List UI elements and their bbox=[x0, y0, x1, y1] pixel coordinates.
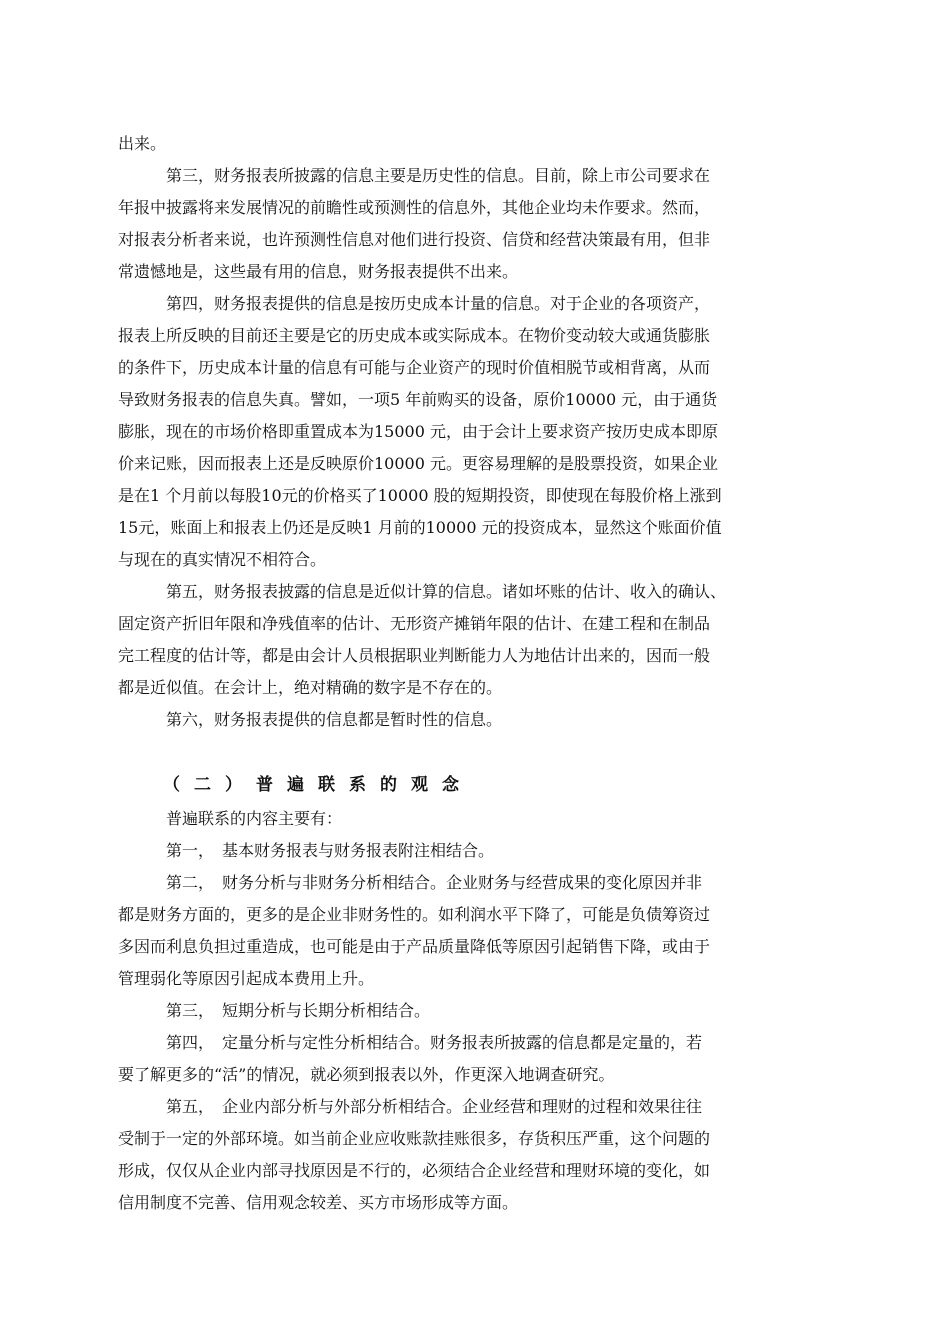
text-line: 要了解更多的“活”的情况，就必须到报表以外，作更深入地调查研究。 bbox=[118, 1065, 615, 1084]
text-line: 第三， 短期分析与长期分析相结合。 bbox=[118, 1001, 431, 1020]
text-line: 第五， 企业内部分析与外部分析相结合。企业经营和理财的过程和效果往往 bbox=[118, 1097, 703, 1116]
text-line: 年报中披露将来发展情况的前瞻性或预测性的信息外，其他企业均未作要求。然而， bbox=[118, 198, 711, 217]
text-line: 形成，仅仅从企业内部寻找原因是不行的，必须结合企业经营和理财环境的变化，如 bbox=[118, 1161, 711, 1180]
text-line: 受制于一定的外部环境。如当前企业应收账款挂账很多，存货积压严重，这个问题的 bbox=[118, 1129, 711, 1148]
text-line: 第二， 财务分析与非财务分析相结合。企业财务与经营成果的变化原因并非 bbox=[118, 873, 703, 892]
text-line: 管理弱化等原因引起成本费用上升。 bbox=[118, 969, 375, 988]
text-line: 报表上所反映的目前还主要是它的历史成本或实际成本。在物价变动较大或通货膨胀 bbox=[118, 326, 711, 345]
text-line: 的条件下，历史成本计量的信息有可能与企业资产的现时价值相脱节或相背离，从而 bbox=[118, 358, 711, 377]
text-line: 15元，账面上和报表上仍还是反映1 月前的10000 元的投资成本，显然这个账面价值 bbox=[118, 518, 722, 537]
text-line: 第三，财务报表所披露的信息主要是历史性的信息。目前，除上市公司要求在 bbox=[118, 166, 711, 185]
text-line: 都是近似值。在会计上，绝对精确的数字是不存在的。 bbox=[118, 678, 503, 697]
bottom-body-text bbox=[118, 803, 798, 1219]
text-line: 第一， 基本财务报表与财务报表附注相结合。 bbox=[118, 841, 495, 860]
text-line: 多因而利息负担过重造成，也可能是由于产品质量降低等原因引起销售下降，或由于 bbox=[118, 937, 711, 956]
text-line: 价来记账，因而报表上还是反映原价10000 元。更容易理解的是股票投资，如果企业 bbox=[118, 454, 718, 473]
text-line: 膨胀，现在的市场价格即重置成本为15000 元，由于会计上要求资产按历史成本即原 bbox=[118, 422, 718, 441]
text-line: 固定资产折旧年限和净残值率的估计、无形资产摊销年限的估计、在建工程和在制品 bbox=[118, 614, 711, 633]
text-line: 第四， 定量分析与定性分析相结合。财务报表所披露的信息都是定量的，若 bbox=[118, 1033, 703, 1052]
text-line: 出来。 bbox=[118, 134, 167, 153]
text-line: 信用制度不完善、信用观念较差、买方市场形成等方面。 bbox=[118, 1193, 519, 1212]
text-line: 第四，财务报表提供的信息是按历史成本计量的信息。对于企业的各项资产， bbox=[118, 294, 711, 313]
text-line: 第六，财务报表提供的信息都是暂时性的信息。 bbox=[118, 710, 503, 729]
text-line: 第五，财务报表披露的信息是近似计算的信息。诸如坏账的估计、收入的确认、 bbox=[118, 582, 727, 601]
text-line: 对报表分析者来说，也许预测性信息对他们进行投资、信贷和经营决策最有用，但非 bbox=[118, 230, 711, 249]
top-body-text bbox=[118, 128, 798, 736]
text-line: 是在1 个月前以每股10元的价格买了10000 股的短期投资，即使现在每股价格上涨到 bbox=[118, 486, 722, 505]
text-line: 完工程度的估计等，都是由会计人员根据职业判断能力人为地估计出来的，因而一般 bbox=[118, 646, 711, 665]
text-line: 普遍联系的内容主要有： bbox=[118, 809, 343, 828]
text-line: 导致财务报表的信息失真。譬如，一项5 年前购买的设备，原价10000 元，由于通货 bbox=[118, 390, 718, 409]
text-line: 都是财务方面的，更多的是企业非财务性的。如利润水平下降了，可能是负债筹资过 bbox=[118, 905, 711, 924]
text-line: 常遗憾地是，这些最有用的信息，财务报表提供不出来。 bbox=[118, 262, 519, 281]
section-heading: （二）普遍联系的观念 bbox=[163, 775, 473, 795]
text-line: 与现在的真实情况不相符合。 bbox=[118, 550, 327, 569]
